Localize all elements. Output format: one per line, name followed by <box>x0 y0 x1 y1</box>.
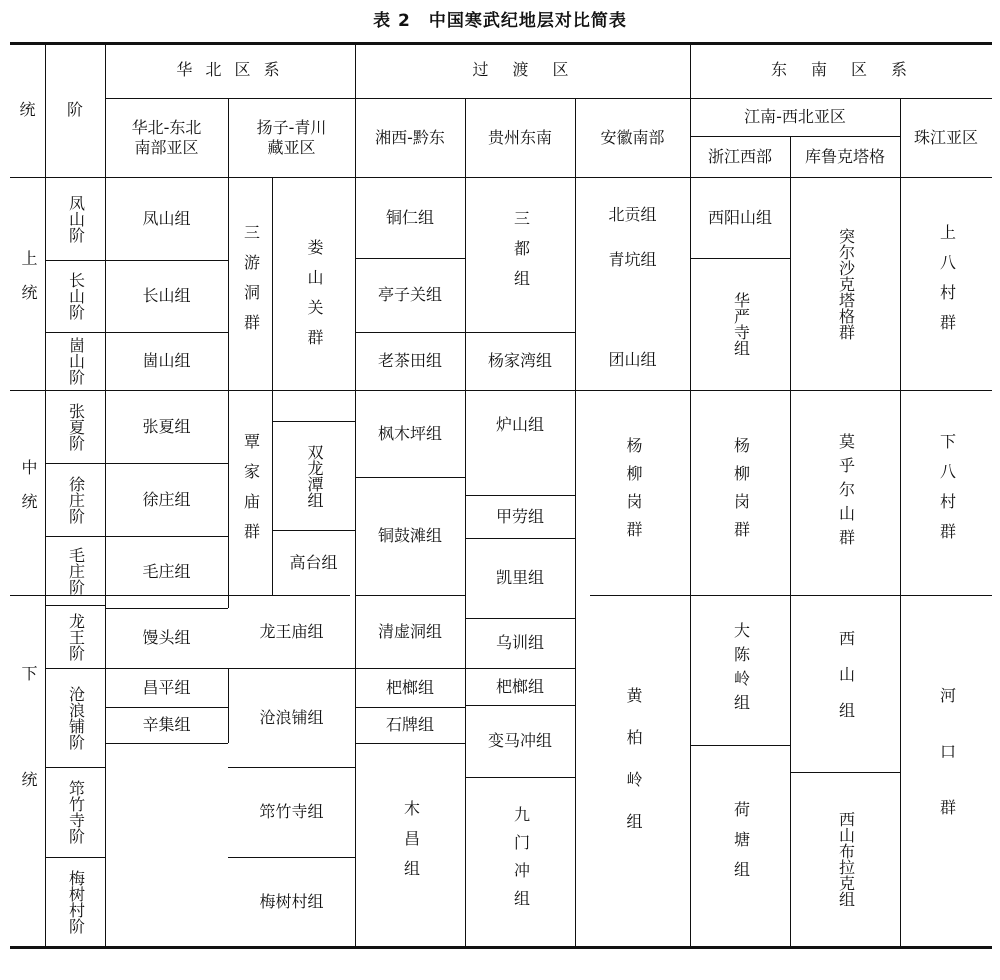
xiangxi-qingxudong: 清虚洞组 <box>377 621 442 641</box>
header-jiangnan-xibei: 江南-西北亚区 <box>744 107 846 126</box>
series-middle: 中统 <box>18 458 38 527</box>
table-title: 表 2 中国寒武纪地层对比简表 <box>373 11 627 31</box>
header-dongnan-region: 东 南 区 系 <box>770 60 911 79</box>
huabei-fengshan: 凤山组 <box>142 208 191 228</box>
xiangxi-shipai: 石牌组 <box>385 715 434 734</box>
header-zhujiang: 珠江亚区 <box>913 127 978 147</box>
header-huabei-region: 华 北 区 系 <box>176 60 284 79</box>
xiangxi-tingziguan: 亭子关组 <box>377 285 442 304</box>
stage-changshan: 长山阶 <box>66 272 86 320</box>
rule <box>105 743 228 744</box>
kuruk-xishanbulake: 西山布拉克组 <box>836 811 856 907</box>
huabei-xinji: 辛集组 <box>142 715 191 734</box>
huabei-maozhuang: 毛庄组 <box>142 562 191 581</box>
stage-gushan: 崮山阶 <box>66 337 86 385</box>
series-upper: 上统 <box>18 249 38 318</box>
zhejiang-hetang: 荷塘组 <box>731 800 751 891</box>
guizhou-jiumenchong: 九门冲组 <box>511 805 531 918</box>
huabei-changshan: 长山组 <box>142 286 191 305</box>
yangzi-longwangmiao: 龙王庙组 <box>259 621 324 641</box>
stage-xuzhuang: 徐庄阶 <box>66 475 86 524</box>
header-jie: 阶 <box>66 99 83 119</box>
stage-fengshan: 凤山阶 <box>66 194 86 243</box>
zhujiang-xiabacun: 下八村群 <box>937 432 957 553</box>
yangzi-loushanguan: 娄山关群 <box>304 239 324 359</box>
kuruk-xishan: 西山组 <box>836 629 856 738</box>
huabei-xuzhuang: 徐庄组 <box>142 489 191 509</box>
anhui-tuanshan: 团山组 <box>608 350 657 369</box>
huabei-mantou: 馒头组 <box>142 628 191 647</box>
header-xiangxi-qiandong: 湘西-黔东 <box>375 127 445 147</box>
yangzi-gaotai: 高台组 <box>289 552 338 572</box>
guizhou-kaili: 凯里组 <box>495 568 544 587</box>
guizhou-balang: 杷榔组 <box>495 676 544 696</box>
stage-qiongzhusi: 筇竹寺阶 <box>66 780 86 844</box>
kuruk-tuershake: 突尔沙克塔格群 <box>836 227 856 340</box>
zhejiang-xiyangshan: 西阳山组 <box>707 207 772 227</box>
yangzi-qiongzhusi: 筇竹寺组 <box>259 802 324 821</box>
series-lower: 下统 <box>18 664 38 877</box>
xiangxi-tonggutan: 铜鼓滩组 <box>377 526 442 545</box>
yangzi-shuanglongtan: 双龙潭组 <box>304 443 324 508</box>
huabei-zhangxia: 张夏组 <box>142 416 191 436</box>
xiangxi-tongren: 铜仁组 <box>385 207 434 227</box>
header-tong: 统 <box>19 99 36 119</box>
guizhou-yangjiawan: 杨家湾组 <box>487 351 552 370</box>
guizhou-sandu: 三都组 <box>511 209 531 300</box>
stage-meishucun: 梅树村阶 <box>66 869 86 934</box>
xiangxi-fengmuping: 枫木坪组 <box>377 423 442 443</box>
anhui-yangliugang: 杨柳岗群 <box>623 436 643 549</box>
yangzi-meishucun: 梅树村组 <box>259 891 324 911</box>
guizhou-lushan: 炉山组 <box>495 415 544 434</box>
zhejiang-huayansi: 华严寺组 <box>731 292 751 356</box>
header-guizhou-dongnan: 贵州东南 <box>487 127 552 147</box>
header-guodu-region: 过 渡 区 <box>472 60 573 79</box>
zhujiang-shangbacun: 上八村群 <box>937 223 957 344</box>
stage-canglangpu: 沧浪铺阶 <box>66 685 86 750</box>
anhui-huangboling: 黄柏岭组 <box>623 686 643 855</box>
yangzi-tanjiamiao: 覃家庙群 <box>241 432 261 553</box>
huabei-changping: 昌平组 <box>142 677 191 697</box>
guizhou-bianmachong: 变马冲组 <box>487 731 552 750</box>
yangzi-sanyoudong: 三游洞群 <box>241 223 261 344</box>
anhui-qingkeng: 青坑组 <box>608 250 657 269</box>
guizhou-wuxun: 乌训组 <box>495 633 544 652</box>
header-anhui-nanbu: 安徽南部 <box>600 127 665 147</box>
stage-zhangxia: 张夏阶 <box>66 402 86 451</box>
guizhou-jiafang: 甲劳组 <box>495 506 544 526</box>
zhejiang-dachenling: 大陈岭组 <box>731 622 751 718</box>
xiangxi-muchang: 木昌组 <box>401 799 421 890</box>
zhejiang-yangliugang: 杨柳岗群 <box>731 436 751 549</box>
header-zhejiang-xibu: 浙江西部 <box>707 146 772 166</box>
xiangxi-balang: 杷榔组 <box>385 677 434 697</box>
xiangxi-laochatian: 老茶田组 <box>377 351 442 370</box>
yangzi-canglangpu: 沧浪铺组 <box>259 707 324 727</box>
table-bottom-rule <box>10 946 992 949</box>
header-yangzi-qingchuan: 扬子-青川 藏亚区 <box>256 117 327 157</box>
anhui-beigong: 北贡组 <box>608 205 657 224</box>
header-kuruketage: 库鲁克塔格 <box>804 146 885 166</box>
header-huabei-dongbei: 华北-东北 南部亚区 <box>131 117 202 157</box>
zhujiang-hekou: 河口群 <box>937 686 957 855</box>
stage-maozhuang: 毛庄阶 <box>66 546 86 595</box>
stage-longwang: 龙王阶 <box>66 612 86 661</box>
huabei-gushan: 崮山组 <box>142 351 191 370</box>
kuruk-mohuershan: 莫乎尔山群 <box>836 432 856 553</box>
